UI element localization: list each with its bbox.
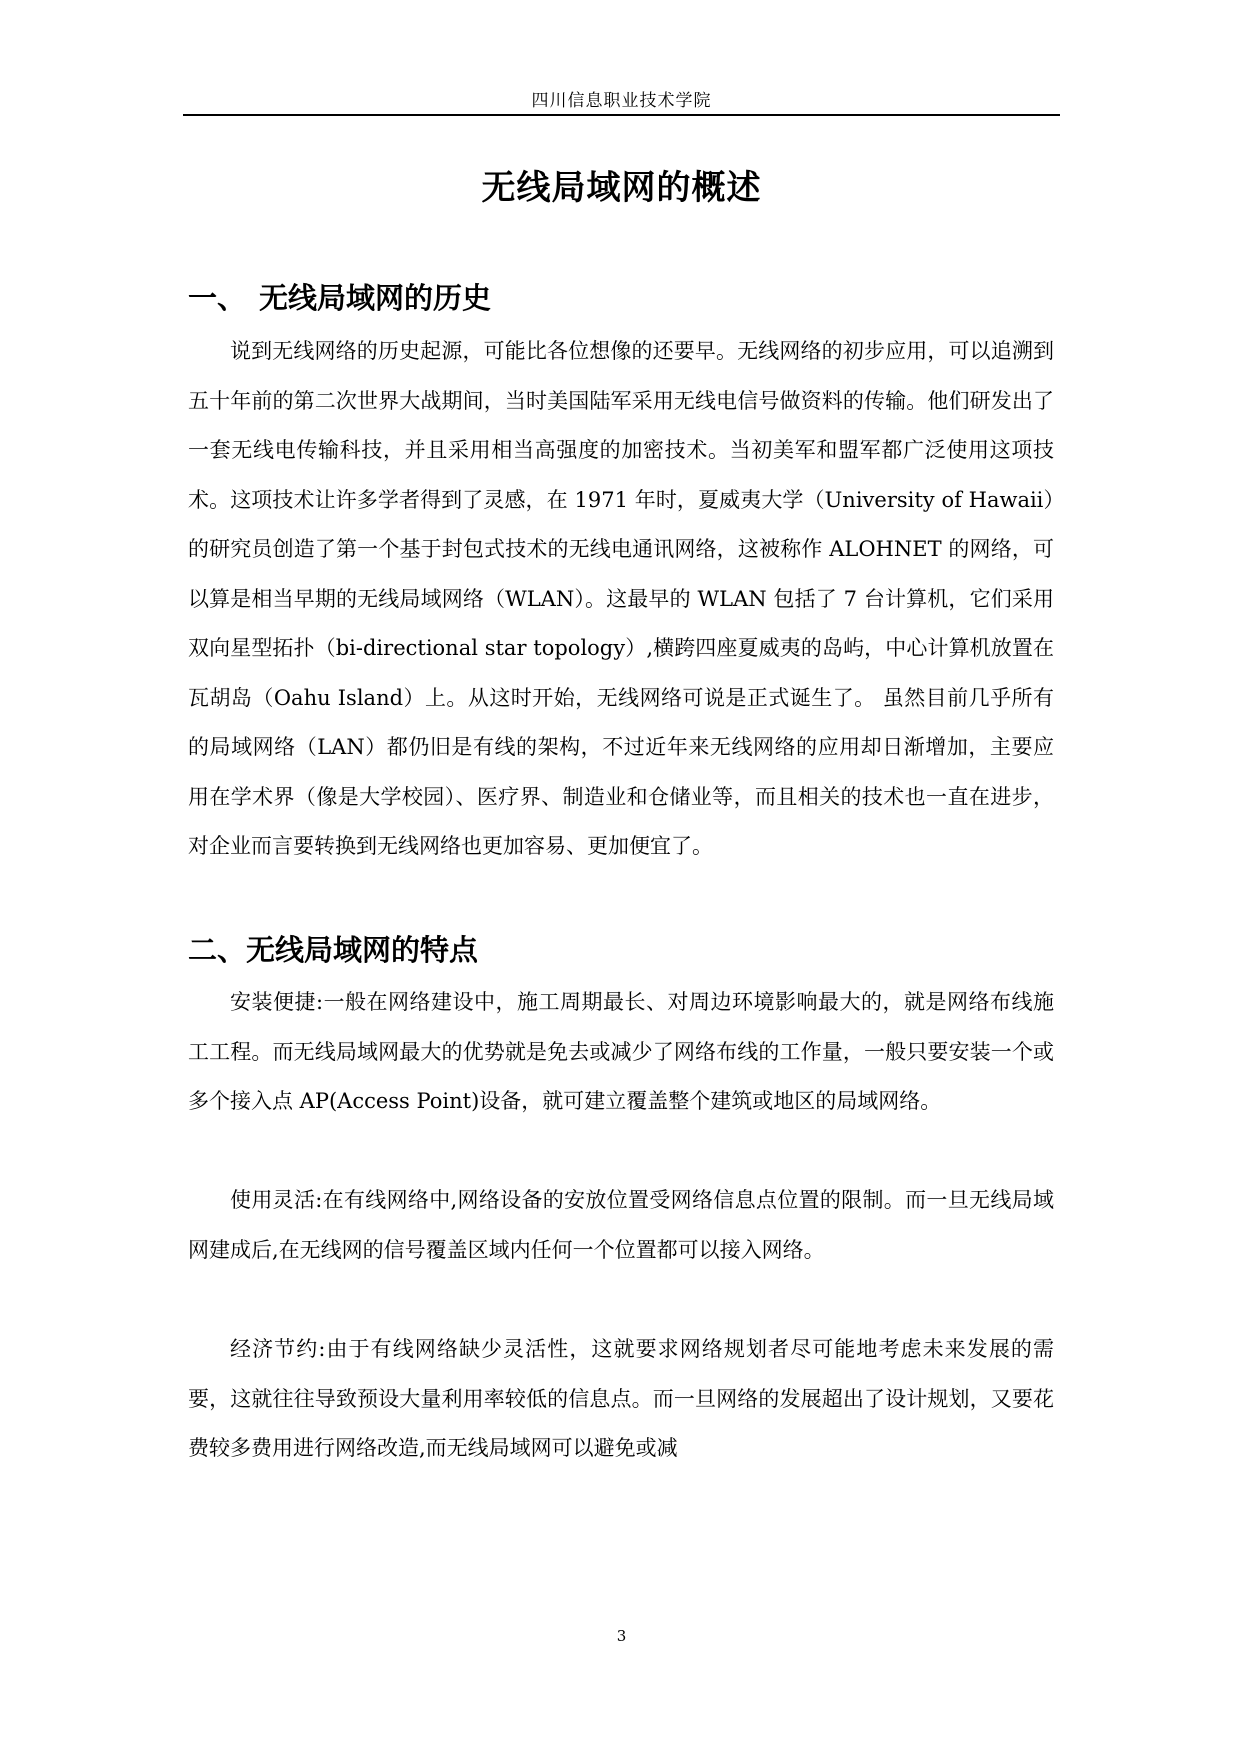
paragraph-history: 说到无线网络的历史起源，可能比各位想像的还要早。无线网络的初步应用，可以追溯到五十年前的第二次世界大战期间，当时美国陆军采用无线电信号做资料的传输。他们研发出了一套无线电传输科技，并且采用相当高强度的加密技术。当初美军和盟军都广泛使用这项技术。这项技术让许多学者得到了灵感，在 1971 年时，夏威夷大学（University of Hawaii）的研究员创造了第一个基于封包式技术的无线电通讯网络，这被称作 ALOHNET 的网络，可以算是相当早期的无线局域网络（WLAN）。这最早的 WLAN 包括了 7 台计算机，它们采用双向星型拓扑（bi-directional star topology）,横跨四座夏威夷的岛屿，中心计算机放置在瓦胡岛（Oahu Island）上。从这时开始，无线网络可说是正式诞生了。 虽然目前几乎所有的局域网络（LAN）都仍旧是有线的架构，不过近年来无线网络的应用却日渐增加，主要应用在学术界（像是大学校园）、医疗界、制造业和仓储业等，而且相关的技术也一直在进步，对企业而言要转换到无线网络也更加容易、更加便宜了。: [188, 339, 1054, 858]
section-number: 一、: [188, 281, 247, 315]
paragraph-installation: 安装便捷:一般在网络建设中，施工周期最长、对周边环境影响最大的，就是网络布线施工工程。而无线局域网最大的优势就是免去或减少了网络布线的工作量，一般只要安装一个或多个接入点 AP(Access Point)设备，就可建立覆盖整个建筑或地区的局域网络。: [188, 990, 1054, 1113]
paragraph-flexibility: 使用灵活:在有线网络中,网络设备的安放位置受网络信息点位置的限制。而一旦无线局域网建成后,在无线网的信号覆盖区域内任何一个位置都可以接入网络。: [188, 1188, 1054, 1262]
page-header: 四川信息职业技术学院: [531, 91, 712, 111]
section-heading-features: [188, 928, 478, 969]
section-title: 无线局域网的特点: [246, 933, 479, 967]
section-heading-history: [188, 276, 491, 317]
header-rule: [183, 114, 1060, 116]
section-title: 无线局域网的历史: [259, 281, 492, 315]
paragraph-economy: 经济节约:由于有线网络缺少灵活性，这就要求网络规划者尽可能地考虑未来发展的需要，这就往往导致预设大量利用率较低的信息点。而一旦网络的发展超出了设计规划，又要花费较多费用进行网络改造,而无线局域网可以避免或减: [188, 1337, 1054, 1460]
page-number: 3: [616, 1627, 627, 1645]
section-number: 二、: [188, 933, 247, 967]
document-title: 无线局域网的概述: [481, 168, 762, 208]
